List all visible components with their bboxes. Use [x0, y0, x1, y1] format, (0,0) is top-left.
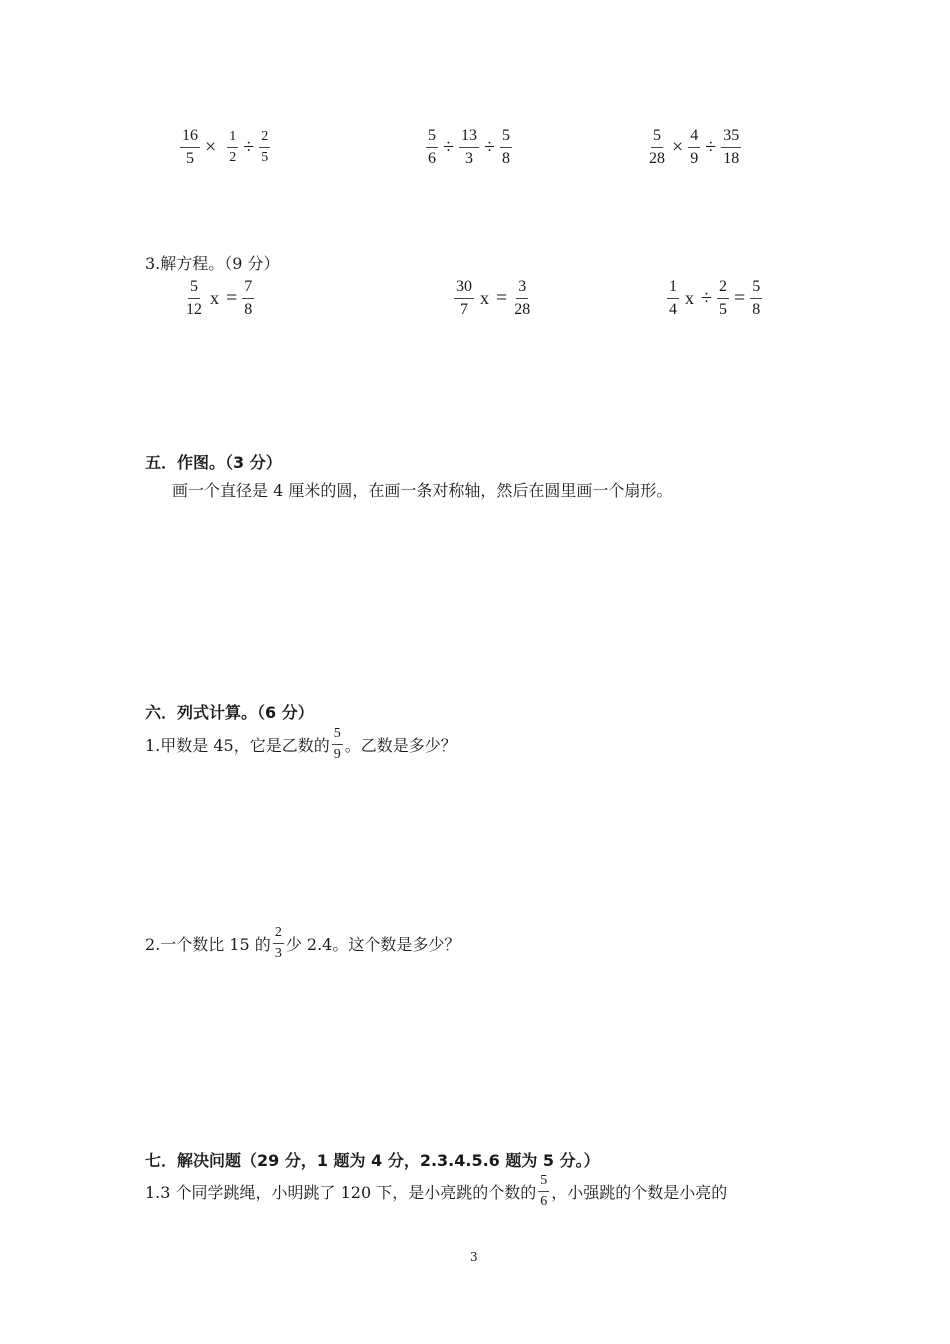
- section-6-question-2: 2.一个数比 15 的 $\frac{2}{3}$ 少 2.4。这个数是多少？: [145, 925, 461, 961]
- equals-sign: =: [226, 287, 238, 309]
- fraction: $\frac{3}{28}$: [514, 278, 531, 318]
- fraction: $\frac{35}{18}$: [723, 127, 740, 167]
- fraction: $\frac{4}{9}$: [690, 127, 699, 167]
- divide-sign: ÷: [705, 136, 717, 158]
- divide-sign: ÷: [443, 136, 454, 158]
- fraction: $\frac{2}{5}$: [261, 129, 269, 165]
- section-6-question-1: 1.甲数是 45，它是乙数的 $\frac{5}{9}$ 。乙数是多少？: [145, 726, 457, 762]
- equation-3: [665, 279, 764, 318]
- fraction: $\frac{1}{2}$: [229, 129, 237, 165]
- section-6-heading: 六．列式计算。（6 分）: [145, 703, 314, 722]
- variable-x: x: [480, 288, 489, 308]
- multiply-sign: ×: [672, 136, 684, 158]
- calc-expression-2: [424, 128, 514, 167]
- fraction: $\frac{5}{6}$: [428, 127, 436, 167]
- equation-2: [452, 279, 534, 318]
- equations-title: 3.解方程。（9 分）: [145, 254, 280, 273]
- fraction: $\frac{2}{3}$: [274, 925, 282, 961]
- calc-expression-1: [178, 128, 272, 167]
- variable-x: x: [210, 288, 219, 308]
- calc-expression-3: [645, 128, 743, 167]
- page-number: 3: [470, 1250, 478, 1264]
- fraction: $\frac{5}{12}$: [186, 278, 202, 318]
- fraction: $\frac{2}{5}$: [718, 278, 727, 318]
- variable-x: x: [685, 288, 694, 308]
- section-5-heading: 五．作图。（3 分）: [145, 453, 282, 472]
- divide-sign: ÷: [243, 136, 255, 158]
- fraction: $\frac{13}{3}$: [460, 127, 477, 167]
- fraction: $\frac{5}{9}$: [333, 726, 341, 762]
- multiply-sign: ×: [205, 136, 217, 158]
- section-5-instruction: 画一个直径是 4 厘米的圆，在画一条对称轴，然后在圆里画一个扇形。: [172, 481, 673, 500]
- fraction: $\frac{16}{5}$: [182, 127, 198, 167]
- fraction: $\frac{1}{4}$: [669, 278, 677, 318]
- fraction: $\frac{5}{8}$: [752, 278, 761, 318]
- equals-sign: =: [496, 287, 508, 309]
- fraction: $\frac{30}{7}$: [456, 278, 472, 318]
- fraction: $\frac{5}{6}$: [540, 1173, 548, 1209]
- section-7-question-1: 1.3 个同学跳绳，小明跳了 120 下，是小亮跳的个数的 $\frac{5}{6}$ ，小强跳的个数是小亮的: [145, 1173, 728, 1209]
- fraction: $\frac{5}{28}$: [649, 127, 665, 167]
- equation-1: [182, 279, 256, 318]
- fraction: $\frac{7}{8}$: [244, 278, 253, 318]
- divide-sign: ÷: [701, 287, 712, 309]
- section-7-heading: 七．解决问题（29 分，1 题为 4 分，2.3.4.5.6 题为 5 分。）: [145, 1151, 600, 1170]
- equals-sign: =: [733, 287, 746, 309]
- divide-sign: ÷: [483, 136, 495, 158]
- fraction: $\frac{5}{8}$: [501, 127, 510, 167]
